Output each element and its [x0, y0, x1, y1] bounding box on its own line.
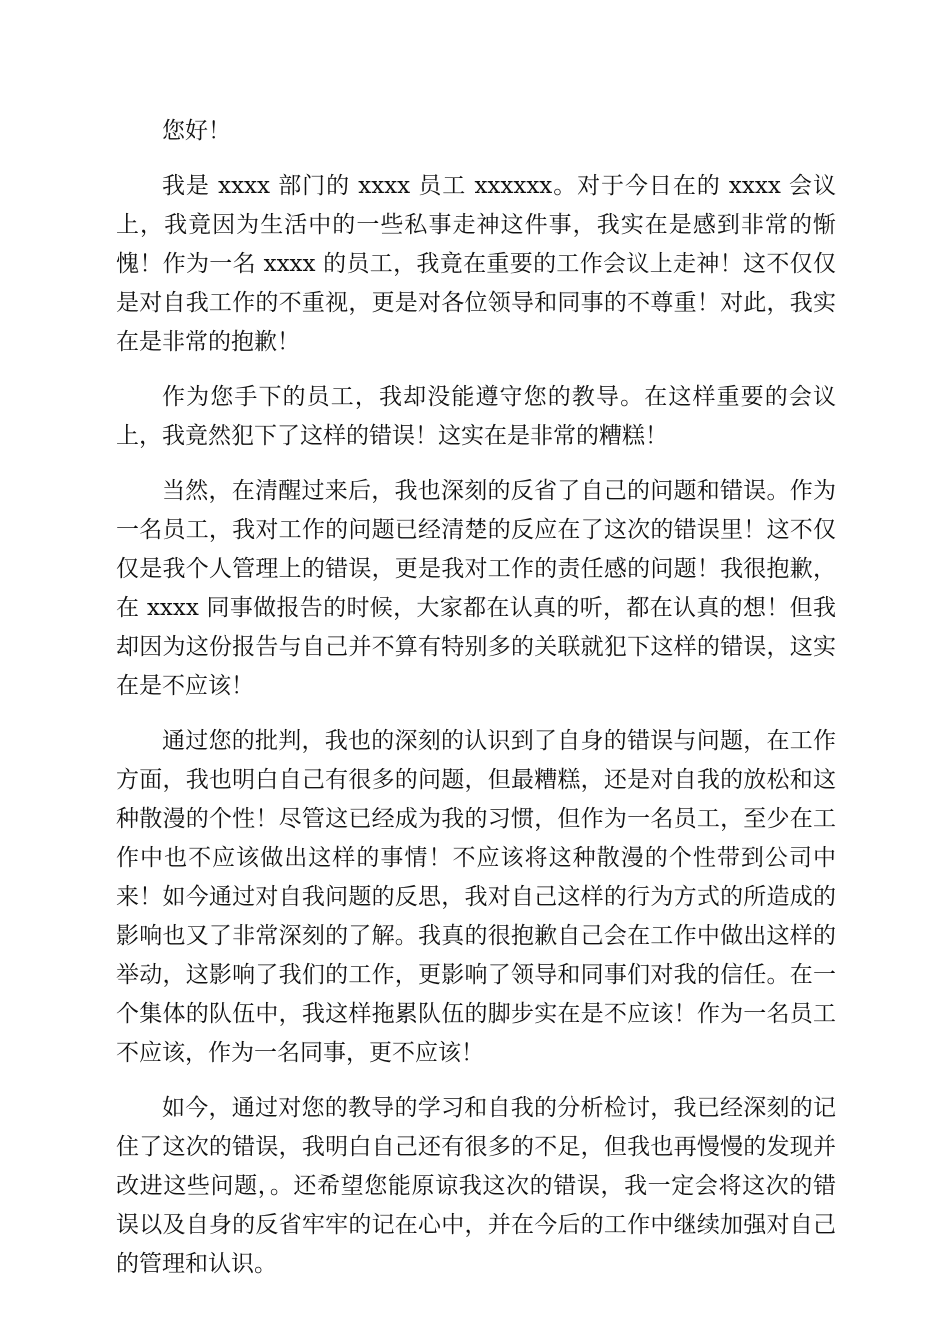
document-body — [116, 112, 836, 1300]
paragraph-1: 我是 xxxx 部门的 xxxx 员工 xxxxxx。对于今日在的 xxxx 会议上，我竟因为生活中的一些私事走神这件事，我实在是感到非常的惭愧！作为一名 xxxx 的员工，我竟在重要的工作会议上走神！这不仅仅是对自我工作的不重视，更是对各位领导和同事的不尊重！对此，我实在是非常的抱歉！ — [116, 173, 836, 355]
paragraph-3: 当然，在清醒过来后，我也深刻的反省了自己的问题和错误。作为一名员工，我对工作的问题已经清楚的反应在了这次的错误里！这不仅仅是我个人管理上的错误，更是我对工作的责任感的问题！我很抱歉，在 xxxx 同事做报告的时候，大家都在认真的听，都在认真的想！但我却因为这份报告与自己并不算有特别多的关联就犯下这样的错误，这实在是不应该！ — [116, 478, 836, 699]
paragraph-4: 通过您的批判，我也的深刻的认识到了自身的错误与问题，在工作方面，我也明白自己有很多的问题，但最糟糕，还是对自我的放松和这种散漫的个性！尽管这已经成为我的习惯，但作为一名员工，至少在工作中也不应该做出这样的事情！不应该将这种散漫的个性带到公司中来！如今通过对自我问题的反思，我对自己这样的行为方式的所造成的影响也又了非常深刻的了解。我真的很抱歉自己会在工作中做出这样的举动，这影响了我们的工作，更影响了领导和同事们对我的信任。在一个集体的队伍中，我这样拖累队伍的脚步实在是不应该！作为一名员工不应该，作为一名同事，更不应该！ — [116, 728, 836, 1066]
paragraph-2: 作为您手下的员工，我却没能遵守您的教导。在这样重要的会议上，我竟然犯下了这样的错误！这实在是非常的糟糕！ — [116, 384, 836, 449]
paragraph-5: 如今，通过对您的教导的学习和自我的分析检讨，我已经深刻的记住了这次的错误，我明白自己还有很多的不足，但我也再慢慢的发现并改进这些问题，。还希望您能原谅我这次的错误，我一定会将这次的错误以及自身的反省牢牢的记在心中，并在今后的工作中继续加强对自己的管理和认识。 — [116, 1095, 836, 1277]
greeting: 您好！ — [162, 118, 231, 144]
